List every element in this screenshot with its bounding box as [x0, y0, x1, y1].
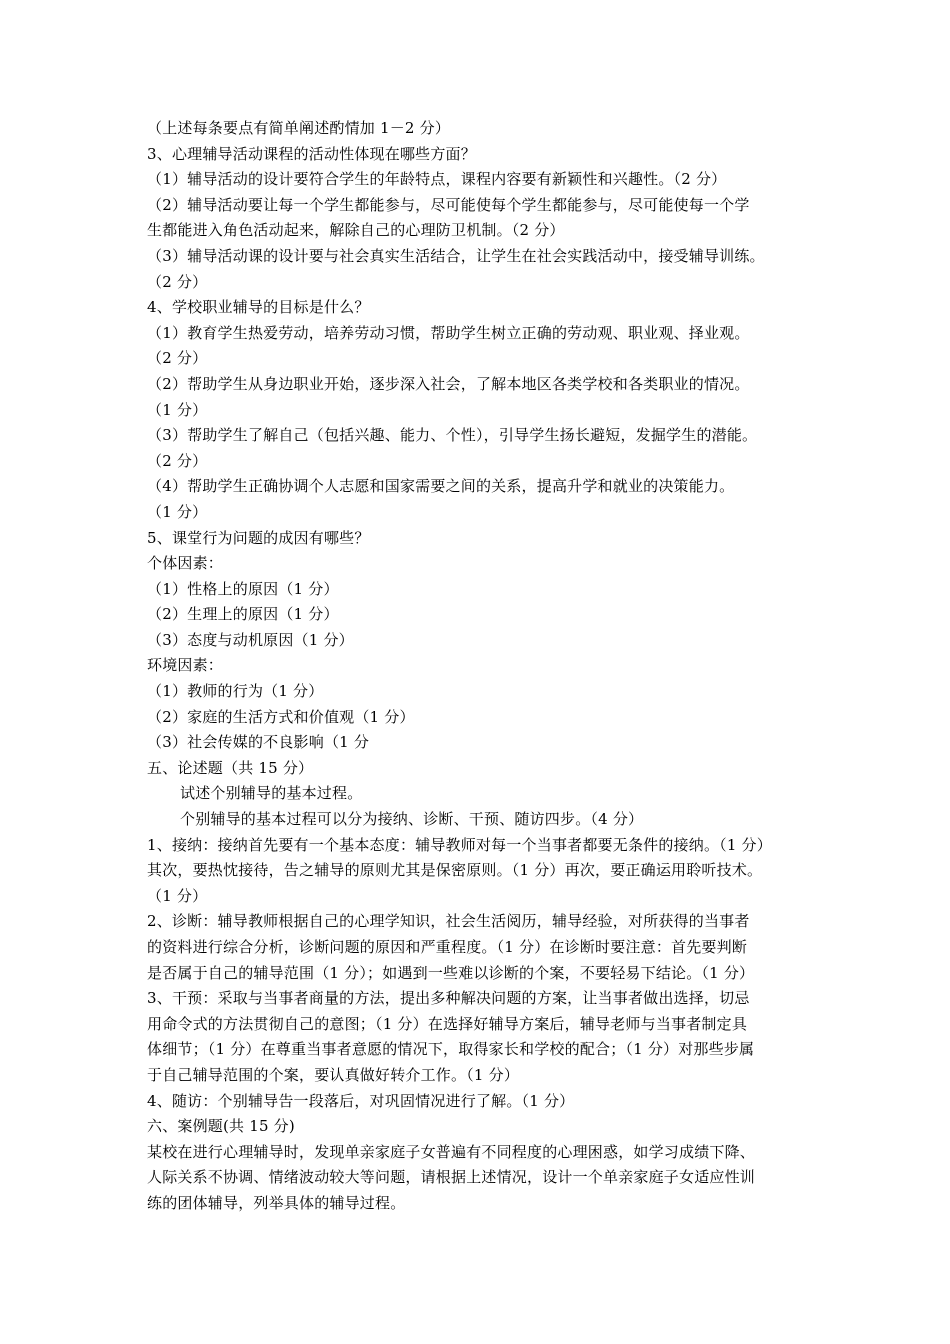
- text-line: （1 分）: [147, 400, 208, 419]
- section-heading: 六、案例题(共 15 分): [147, 1117, 295, 1136]
- text-line: （3）辅导活动课的设计要与社会真实生活结合，让学生在社会实践活动中，接受辅导训练。: [147, 246, 765, 265]
- document-body: [147, 116, 811, 1217]
- text-line: （3）态度与动机原因（1 分）: [147, 630, 354, 649]
- text-line: （2）辅导活动要让每一个学生都能参与，尽可能使每个学生都能参与，尽可能使每一个学: [147, 195, 750, 214]
- text-line: 2、诊断：辅导教师根据自己的心理学知识，社会生活阅历，辅导经验，对所获得的当事者: [147, 912, 750, 931]
- text-line: 是否属于自己的辅导范围（1 分）；如遇到一些难以诊断的个案，不要轻易下结论。（1 分）: [147, 963, 755, 982]
- text-line: 的资料进行综合分析，诊断问题的原因和严重程度。（1 分）在诊断时要注意：首先要判断: [147, 938, 748, 956]
- text-line: （2 分）: [147, 272, 208, 291]
- text-line: （1）教育学生热爱劳动，培养劳动习惯，帮助学生树立正确的劳动观、职业观、择业观。: [147, 323, 750, 342]
- question-heading: 5、课堂行为问题的成因有哪些？: [147, 528, 370, 547]
- text-line: 环境因素：: [147, 656, 224, 675]
- text-line: 于自己辅导范围的个案，要认真做好转介工作。（1 分）: [147, 1065, 520, 1084]
- question-prompt: 试述个别辅导的基本过程。: [180, 784, 363, 803]
- text-line: 其次，要热忱接待，告之辅导的原则尤其是保密原则。（1 分）再次，要正确运用聆听技术。: [147, 861, 763, 880]
- text-line: （1 分）: [147, 886, 208, 905]
- text-line: 某校在进行心理辅导时，发现单亲家庭子女普遍有不同程度的心理困惑，如学习成绩下降、: [147, 1142, 756, 1161]
- text-line: （2）生理上的原因（1 分）: [147, 605, 339, 624]
- section-heading: 五、论述题（共 15 分）: [147, 758, 314, 777]
- text-line: （上述每条要点有简单阐述酌情加 1－2 分）: [147, 119, 451, 137]
- text-line: （2）家庭的生活方式和价值观（1 分）: [147, 707, 415, 726]
- text-line: （1）教师的行为（1 分）: [147, 682, 324, 701]
- text-line: 1、接纳：接纳首先要有一个基本态度：辅导教师对每一个当事者都要无条件的接纳。（1 分）: [147, 835, 772, 854]
- text-line: （2）帮助学生从身边职业开始，逐步深入社会，了解本地区各类学校和各类职业的情况。: [147, 374, 750, 393]
- text-line: 3、干预：采取与当事者商量的方法，提出多种解决问题的方案，让当事者做出选择，切忌: [147, 989, 750, 1008]
- text-line: 个体因素：: [147, 554, 224, 573]
- text-line: （3）帮助学生了解自己（包括兴趣、能力、个性），引导学生扬长避短，发掘学生的潜能。: [147, 426, 758, 445]
- text-line: （1）性格上的原因（1 分）: [147, 579, 339, 598]
- text-line: 用命令式的方法贯彻自己的意图；（1 分）在选择好辅导方案后，辅导老师与当事者制定具: [147, 1014, 748, 1033]
- text-line: （2 分）: [147, 451, 208, 470]
- text-line: 生都能进入角色活动起来，解除自己的心理防卫机制。（2 分）: [147, 221, 565, 240]
- text-line: 体细节；（1 分）在尊重当事者意愿的情况下，取得家长和学校的配合；（1 分）对那些步属: [147, 1040, 755, 1059]
- text-line: （4）帮助学生正确协调个人志愿和国家需要之间的关系，提高升学和就业的决策能力。: [147, 477, 735, 496]
- text-line: （2 分）: [147, 349, 208, 368]
- text-line: （1）辅导活动的设计要符合学生的年龄特点，课程内容要有新颖性和兴趣性。（2 分）: [147, 170, 727, 189]
- text-line: （1 分）: [147, 502, 208, 521]
- text-line: （3）社会传媒的不良影响（1 分: [147, 733, 370, 752]
- text-line: 练的团体辅导，列举具体的辅导过程。: [147, 1193, 406, 1212]
- text-line: 人际关系不协调、情绪波动较大等问题，请根据上述情况，设计一个单亲家庭子女适应性训: [147, 1168, 756, 1187]
- text-line: 个别辅导的基本过程可以分为接纳、诊断、干预、随访四步。（4 分）: [180, 810, 644, 829]
- question-heading: 4、学校职业辅导的目标是什么？: [147, 298, 370, 317]
- question-heading: 3、心理辅导活动课程的活动性体现在哪些方面？: [147, 144, 476, 163]
- text-line: 4、随访：个别辅导告一段落后，对巩固情况进行了解。（1 分）: [147, 1091, 575, 1110]
